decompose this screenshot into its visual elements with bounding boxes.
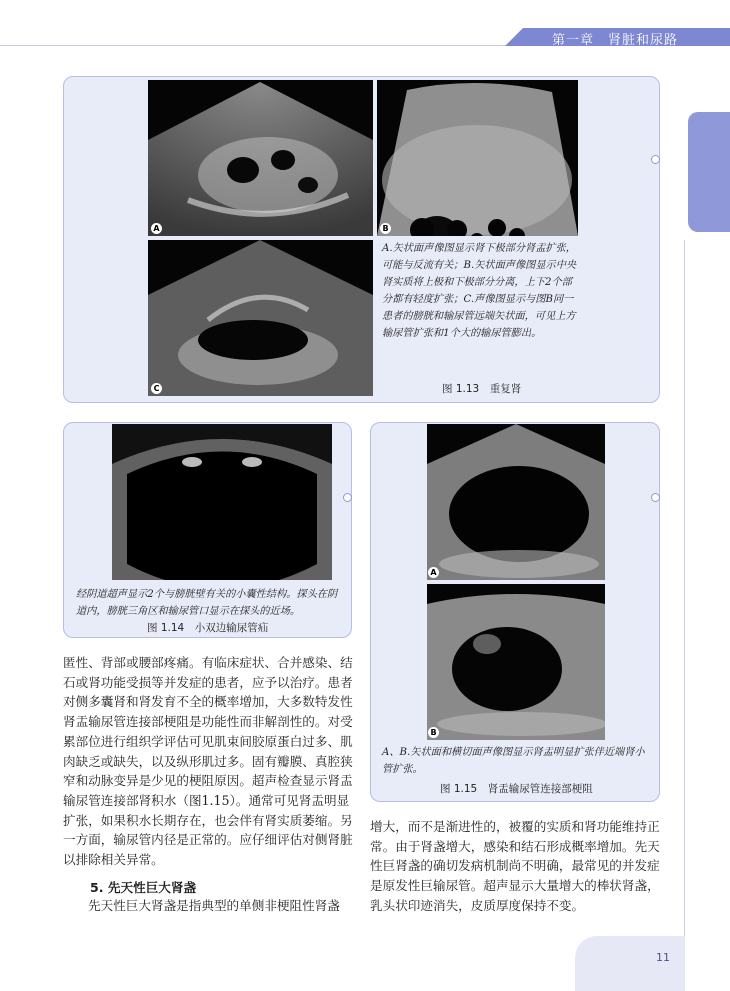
figure-1-13-caption: A.矢状面声像图显示肾下极部分肾盂扩张，可能与反流有关；B.矢状面声像图显示中央肾实质将上极和下极部分分离，上下2个部分都有轻度扩张；C.声像图显示与图B同一患者的膀胱和输尿管远端矢状面，可见上方输尿管扩张和1个大的输尿管膨出。 [382, 243, 577, 339]
paragraph-text: 先天性巨大肾盏是指典型的单侧非梗阻性肾盏 [88, 898, 340, 913]
image-badge-b: B [428, 727, 439, 738]
right-column-paragraph [370, 817, 662, 916]
panel-curl-ornament [343, 493, 352, 502]
panel-curl-ornament [651, 493, 660, 502]
figure-1-15-label: 图 1.15 肾盂输尿管连接部梗阻 [440, 783, 593, 795]
section-heading-macrocalyx: 5. 先天性巨大肾盏 [90, 880, 197, 895]
figure-1-13-label: 图 1.13 重复肾 [442, 383, 522, 395]
margin-rule [684, 240, 685, 960]
image-badge-a: A [151, 223, 162, 234]
paragraph-text: 匿性、背部或腰部疼痛。有临床症状、合并感染、结石或肾功能受损等并发症的患者，应予以治疗。患者对侧多囊肾和肾发育不全的概率增加，大多数特发性肾盂输尿管连接部梗阻是功能性而非解剖性的。对受累部位进行组织学评估可见肌束间胶原蛋白过多、肌肉缺乏或缺失，以及纵形肌过多。固有瓣膜、真腔狭窄和动脉变异是少见的梗阻原因。超声检查显示肾盂输尿管连接部肾积水（图1.15）。通常可见肾盂明显扩张，如果积水长期存在，也会伴有肾实质萎缩。另一方面，输尿管内径是正常的。应仔细评估对侧肾脏以排除相关异常。 [63, 655, 353, 868]
chapter-title: 第一章 肾脏和尿路 [552, 33, 679, 48]
image-badge-c: C [151, 383, 162, 394]
image-badge-b: B [380, 223, 391, 234]
ultrasound-image-1-13-c [148, 240, 373, 396]
left-column-paragraph-2 [63, 896, 355, 916]
image-badge-a: A [428, 567, 439, 578]
figure-1-14-label: 图 1.14 小双边输尿管疝 [147, 622, 269, 634]
ultrasound-image-1-14 [112, 424, 332, 580]
header-rule [0, 45, 555, 46]
ultrasound-image-1-13-b [377, 80, 578, 236]
paragraph-text: 增大，而不是渐进性的，被覆的实质和肾功能维持正常。由于肾盏增大，感染和结石形成概率增加。先天性巨肾盏的确切发病机制尚不明确，最常见的并发症是原发性巨输尿管。超声显示大量增大的棒状肾盏，乳头状印迹消失，皮质厚度保持不变。 [370, 819, 660, 913]
side-thumb-tab [688, 112, 730, 232]
figure-1-15-caption: A、B.矢状面和横切面声像图显示肾盂明显扩张伴近端肾小管扩张。 [382, 747, 645, 775]
ultrasound-image-1-15-b [427, 584, 605, 740]
page-number: 11 [656, 951, 670, 964]
figure-1-14-caption: 经阴道超声显示2个与膀胱壁有关的小囊性结构。探头在阴道内，膀胱三角区和输尿管口显示在探头的近场。 [76, 589, 338, 617]
panel-curl-ornament [651, 155, 660, 164]
ultrasound-image-1-13-a [148, 80, 373, 236]
ultrasound-image-1-15-a [427, 424, 605, 580]
left-column-paragraph-1 [63, 653, 355, 870]
